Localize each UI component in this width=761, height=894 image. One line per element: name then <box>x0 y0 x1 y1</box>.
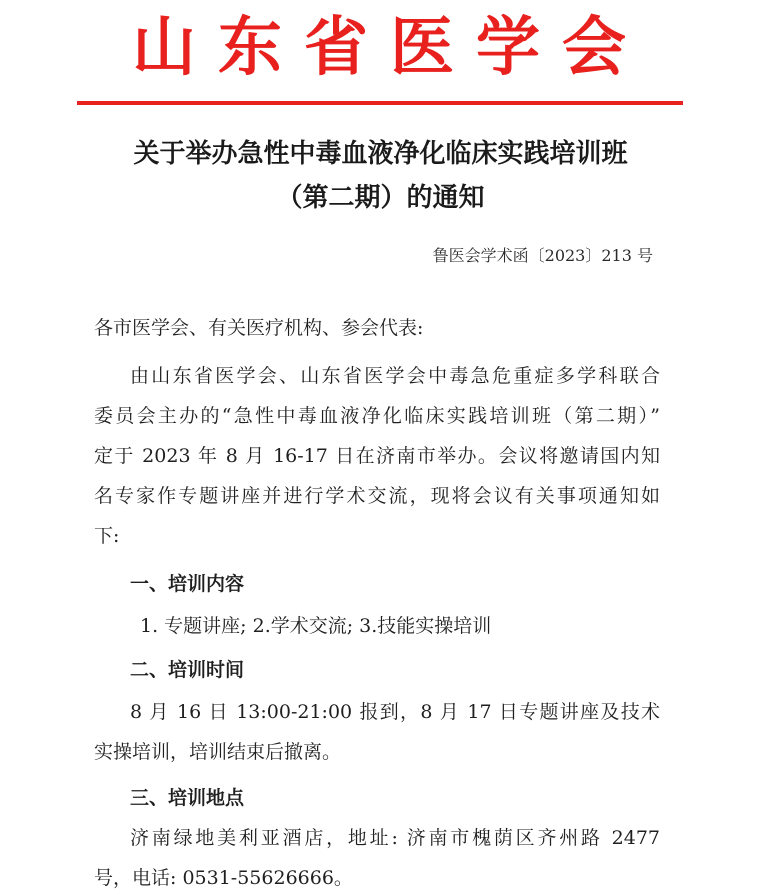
intro-line-3: 定于 2023 年 8 月 16-17 日在济南市举办。会议将邀请国内知 <box>94 445 660 467</box>
section-location-line-2: 号，电话: 0531-55626666。 <box>94 867 353 889</box>
section-time-line-2: 实操培训，培训结束后撤离。 <box>94 741 342 763</box>
document-reference-number: 鲁医会学术函〔2023〕213 号 <box>432 246 653 265</box>
section-content-line-1: 1. 专题讲座; 2.学术交流; 3.技能实操培训 <box>140 615 492 637</box>
intro-line-4: 名专家作专题讲座并进行学术交流，现将会议有关事项通知如 <box>94 485 660 507</box>
intro-line-5: 下: <box>94 525 120 547</box>
section-heading-location: 三、培训地点 <box>130 787 245 809</box>
document-title <box>60 132 701 220</box>
document-title-line-2: （第二期）的通知 <box>276 183 485 213</box>
section-time-line-1: 8 月 16 日 13:00-21:00 报到，8 月 17 日专题讲座及技术 <box>130 701 660 723</box>
section-heading-time: 二、培训时间 <box>130 659 245 681</box>
section-location-line-1: 济南绿地美利亚酒店，地址: 济南市槐荫区齐州路 2477 <box>130 827 660 849</box>
section-heading-content: 一、培训内容 <box>130 573 245 595</box>
organization-letterhead: 山东省医学会 <box>132 10 648 85</box>
letterhead-divider <box>77 101 683 105</box>
intro-line-1: 由山东省医学会、山东省医学会中毒急危重症多学科联合 <box>130 365 660 387</box>
salutation: 各市医学会、有关医疗机构、参会代表: <box>94 317 424 339</box>
intro-line-2: 委员会主办的“急性中毒血液净化临床实践培训班（第二期）” <box>94 405 660 427</box>
document-title-line-1: 关于举办急性中毒血液净化临床实践培训班 <box>133 139 628 169</box>
